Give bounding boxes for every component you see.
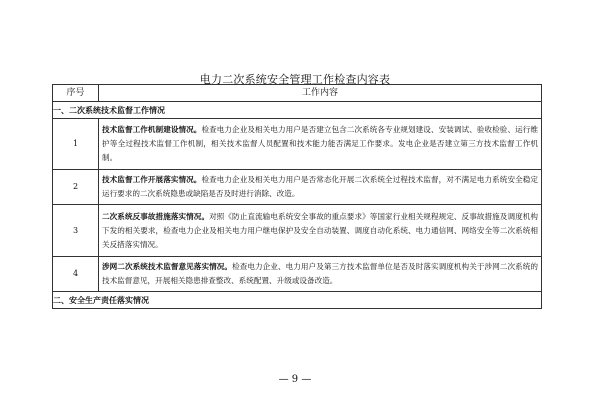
row-text: 检查电力企业及相关电力用户是否常态化开展二次系统全过程技术监督，对不满足电力系统安全稳定运行要求的二次系统隐患或缺陷是否及时进行消除、改造。 [102, 175, 538, 198]
row-heading: 涉网二次系统技术监督意见落实情况。 [102, 262, 233, 271]
row-heading: 技术监督工作机制建设情况。 [102, 125, 202, 134]
row-content [99, 257, 542, 292]
header-seq: 序号 [53, 85, 99, 102]
page-number: — 9 — [278, 374, 312, 385]
row-text: 检查电力企业、电力用户及第三方技术监督单位是否及时落实调度机构关于涉网二次系统的技术监督意见，开展相关隐患排查整改、系统配置、升级或设备改造。 [102, 262, 539, 285]
inspection-table [52, 84, 542, 309]
row-content [99, 205, 542, 257]
section-label: 二、安全生产责任落实情况 [53, 294, 149, 305]
table-header-row [53, 85, 542, 102]
table-row [53, 170, 542, 205]
table-row [53, 205, 542, 257]
row-number: 4 [53, 257, 99, 292]
row-number: 1 [53, 119, 99, 170]
section-row [53, 102, 542, 119]
row-heading: 二次系统反事故措施落实情况。 [102, 211, 210, 221]
row-text: 对照《防止直流输电系统安全事故的重点要求》等国家行业相关规程规定、反事故措施及调度机构下发的相关要求，检查电力企业及相关电力用户继电保护及安全自动装置、调度自动化系统、电力通信网、网络安全等二次系统相关反措落实情况。 [102, 211, 539, 249]
row-content [99, 170, 542, 205]
row-number: 3 [53, 205, 99, 257]
row-number: 2 [53, 170, 99, 205]
section-row [53, 292, 542, 309]
row-heading: 技术监督工作开展落实情况。 [102, 175, 202, 184]
header-content: 工作内容 [99, 85, 542, 102]
row-content [99, 119, 542, 170]
document-title: 电力二次系统安全管理工作检查内容表 [199, 73, 391, 86]
table-row [53, 257, 542, 292]
row-text: 检查电力企业及相关电力用户是否建立包含二次系统各专业规划建设、安装调试、验收检验、运行维护等全过程技术监督工作机制，相关技术监督人员配置和技术能力能否满足工作要求。发电企业是否建立第三方技术监督工作机制。 [102, 125, 538, 162]
table-row [53, 119, 542, 170]
section-label: 一、二次系统技术监督工作情况 [53, 104, 165, 115]
